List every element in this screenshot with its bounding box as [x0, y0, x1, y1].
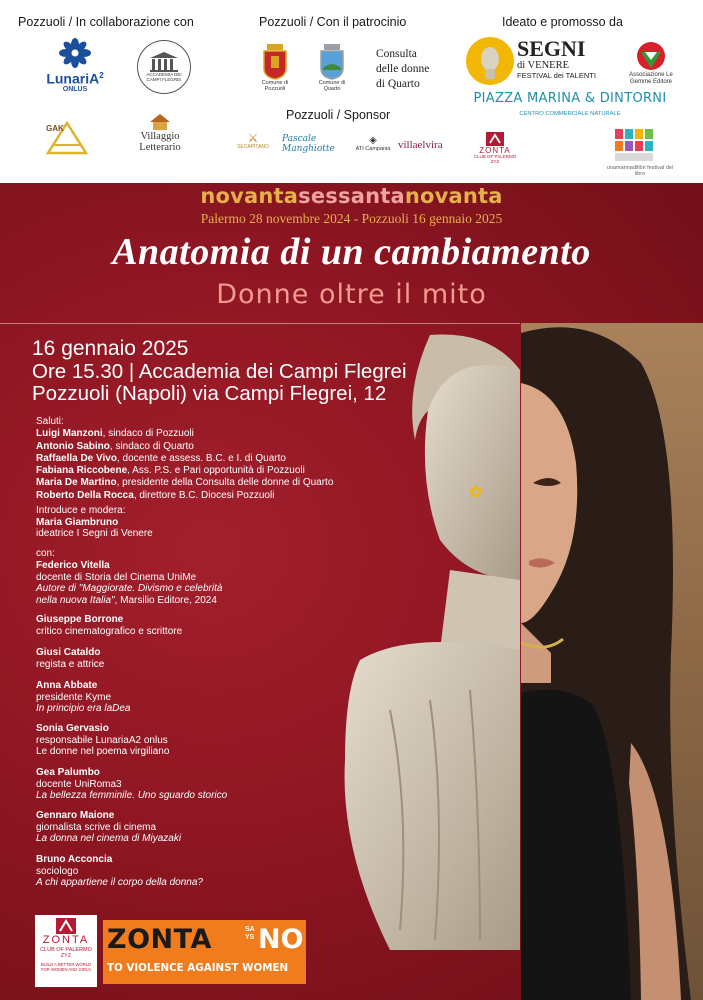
gemme-editore-logo[interactable]	[615, 33, 687, 93]
zonta-small-sub: CLUB OF PALERMO ZYZ	[473, 153, 517, 164]
gak-letters: GAK	[46, 124, 64, 133]
banner-no: NO	[258, 924, 304, 955]
event-tagline	[0, 184, 703, 208]
lunaria-sup: 2	[99, 71, 104, 81]
tagline-part3: novanta	[404, 184, 503, 208]
promoter-heading: Ideato e promosso da	[502, 15, 623, 29]
gemme-icon	[635, 40, 667, 72]
speaker-book-line1: Autore di "Maggiorate. Divismo e celebrità	[36, 583, 223, 594]
speaker-role: docente UniRoma3	[36, 778, 122, 790]
portrait-photo	[521, 323, 703, 1000]
banner-line: TO VIOLENCE AGAINST WOMEN	[107, 962, 289, 974]
segni-title: SEGNI	[517, 36, 586, 61]
zonta-emblem-icon	[486, 132, 504, 146]
ati-label: ATI Campania	[355, 146, 391, 152]
greetings-label: Saluti:	[36, 416, 64, 427]
speaker-role: responsabile LunariaA2 onlus	[36, 734, 168, 746]
zonta-name: ZONTA	[42, 934, 90, 946]
secapitano-icon: ⚔	[247, 131, 259, 145]
woman-portrait-illustration	[521, 323, 703, 1000]
lunaria-flower-icon	[58, 37, 92, 69]
quarto-crest-icon	[319, 44, 345, 80]
collaboration-heading: Pozzuoli / In collaborazione con	[18, 15, 194, 29]
temple-icon	[149, 51, 179, 73]
speaker-role: critico cinematografico e scrittore	[36, 625, 183, 637]
speaker-name: Anna Abbate	[36, 680, 98, 691]
lunaria-name: LunariA	[46, 70, 100, 87]
event-time-place: Ore 15.30 | Accademia dei Campi Flegrei	[32, 360, 407, 383]
greeting-item: Fabiana Riccobene, Ass. P.S. e Pari opportunità di Pozzuoli	[36, 465, 305, 477]
zonta-emblem-icon	[56, 918, 76, 934]
speaker-block	[36, 680, 366, 715]
moderator-label: Introduce e modera:	[36, 505, 126, 516]
sponsor-pascale[interactable]: Pascale Manghiotte	[282, 134, 335, 154]
sponsor-header	[0, 0, 703, 183]
tagline-part2: sessanta	[298, 184, 405, 208]
speaker-name: Sonia Gervasio	[36, 723, 109, 734]
speaker-block	[36, 810, 366, 845]
speaker-book-line2: nella nuova Italia"	[36, 594, 115, 606]
speaker-role: presidente Kyme	[36, 691, 112, 703]
tagline-dates: Palermo 28 novembre 2024 - Pozzuoli 16 gennaio 2025	[200, 211, 503, 226]
greeting-item: Maria De Martino, presidente della Consulta delle donne di Quarto	[36, 477, 334, 489]
comune-quarto-logo[interactable]	[310, 38, 354, 98]
speaker-talk: La bellezza femminile. Uno sguardo storico	[36, 790, 228, 801]
piazza-marina-sub: CENTRO COMMERCIALE NATURALE	[519, 111, 621, 117]
moderator-role: ideatrice I Segni di Venere	[36, 528, 153, 539]
greeting-item: Raffaella De Vivo, docente e assess. B.C. e I. di Quarto	[36, 452, 286, 464]
gemme-label: Associazione Le Gemme Editore	[629, 72, 673, 85]
speaker-role: regista e attrice	[36, 658, 105, 670]
unamarina-logo[interactable]	[613, 127, 657, 163]
speaker-name: Gea Palumbo	[36, 767, 100, 778]
speaker-talk: La donna nel cinema di Miyazaki	[36, 833, 182, 844]
banner-zonta: ZONTA	[107, 924, 212, 955]
lunaria-onlus: ONLUS	[62, 85, 88, 93]
venus-head-icon	[466, 37, 514, 85]
consulta-donne-quarto[interactable]: Consulta delle donne di Quarto	[376, 48, 430, 90]
secapitano-label: SECAPITANO	[237, 144, 269, 150]
lunaria-logo[interactable]	[30, 36, 120, 94]
header-divider	[0, 323, 520, 324]
accademia-name: ACCADEMIA DEI CAMPI FLEGREI	[146, 72, 182, 82]
speaker-role: sociologo	[36, 865, 79, 877]
speaker-block	[36, 647, 366, 670]
butterfly-icon: ✿	[469, 484, 483, 501]
speakers-label: con:	[36, 548, 55, 559]
zonta-club: CLUB OF PALERMO ZYZ	[40, 947, 92, 959]
speaker-name: Gennaro Maione	[36, 810, 115, 821]
zonta-palermo-small-logo[interactable]	[470, 120, 520, 176]
sponsor-heading: Pozzuoli / Sponsor	[286, 108, 391, 122]
sponsor-ati[interactable]	[355, 136, 391, 152]
speaker-name: Giuseppe Borrone	[36, 614, 124, 625]
speaker-book-publisher: , Marsilio Editore, 2024	[114, 594, 217, 606]
speaker-name: Federico Vitella	[36, 560, 110, 571]
greeting-item: Luigi Manzoni, sindaco di Pozzuoli	[36, 428, 194, 440]
pozzuoli-crest-icon	[262, 44, 288, 80]
speaker-role: docente di Storia del Cinema UniMe	[36, 571, 197, 583]
speaker-block	[36, 560, 366, 606]
banner-says: SAYS	[245, 926, 255, 941]
speaker-talk: In principio era laDea	[36, 703, 131, 714]
sponsor-villaelvira[interactable]: villaelvira	[398, 139, 443, 151]
sponsor-secapitano[interactable]	[228, 132, 278, 150]
tagline-part1: novanta	[200, 184, 299, 208]
gak-logo[interactable]	[44, 121, 90, 155]
zonta-small-name: ZONTA	[479, 145, 511, 155]
segni-subtitle: di VENERE	[517, 60, 570, 71]
speaker-block	[36, 614, 366, 637]
zonta-motto: BUILD A BETTER WORLD FOR WOMEN AND GIRLS	[40, 962, 92, 972]
speaker-role: giornalista scrive di cinema	[36, 821, 157, 833]
patronage-heading: Pozzuoli / Con il patrocinio	[259, 15, 407, 29]
speaker-talk: Le donne nel poema virgiliano	[36, 746, 170, 757]
event-address: Pozzuoli (Napoli) via Campi Flegrei, 12	[32, 382, 387, 405]
comune-pozzuoli-label: Comune di Pozzuoli	[261, 79, 289, 92]
moderator-section	[36, 505, 366, 540]
unamarina-label: unamarinadilibri festival del libro	[606, 165, 674, 177]
comune-pozzuoli-logo[interactable]	[255, 38, 295, 98]
ati-icon: ◈	[369, 135, 377, 146]
speaker-block	[36, 854, 366, 889]
poster-subtitle: Donne oltre il mito	[216, 279, 487, 310]
speaker-name: Giusi Cataldo	[36, 647, 101, 658]
greeting-item: Roberto Della Rocca, direttore B.C. Diocesi Pozzuoli	[36, 489, 275, 501]
villaggio-letterario-logo[interactable]	[130, 108, 190, 158]
accademia-logo[interactable]	[137, 40, 191, 94]
speaker-talk: A chi appartiene il corpo della donna?	[36, 877, 203, 888]
book-blocks-icon	[613, 127, 657, 163]
house-icon	[149, 113, 171, 131]
speaker-block	[36, 767, 366, 802]
segni-venere-emblem[interactable]	[466, 37, 514, 85]
greetings-section	[36, 416, 366, 502]
moderator-name: Maria Giambruno	[36, 516, 119, 528]
event-date: 16 gennaio 2025	[32, 337, 189, 360]
greeting-item: Antonio Sabino, sindaco di Quarto	[36, 440, 194, 452]
zonta-says-no-banner[interactable]	[103, 920, 306, 984]
segni-venere-logo[interactable]	[517, 38, 597, 80]
villaggio-label: Villaggio Letterario	[139, 131, 181, 153]
poster-title: Anatomia di un cambiamento	[112, 231, 591, 273]
speaker-block	[36, 723, 366, 758]
speaker-name: Bruno Acconcia	[36, 854, 113, 865]
zonta-palermo-logo[interactable]	[35, 915, 97, 987]
segni-festival: FESTIVAL dei TALENTI	[517, 71, 596, 80]
piazza-marina-logo[interactable]: PIAZZA MARINA & DINTORNI	[473, 91, 667, 106]
comune-quarto-label: Comune di Quarto	[318, 79, 346, 92]
